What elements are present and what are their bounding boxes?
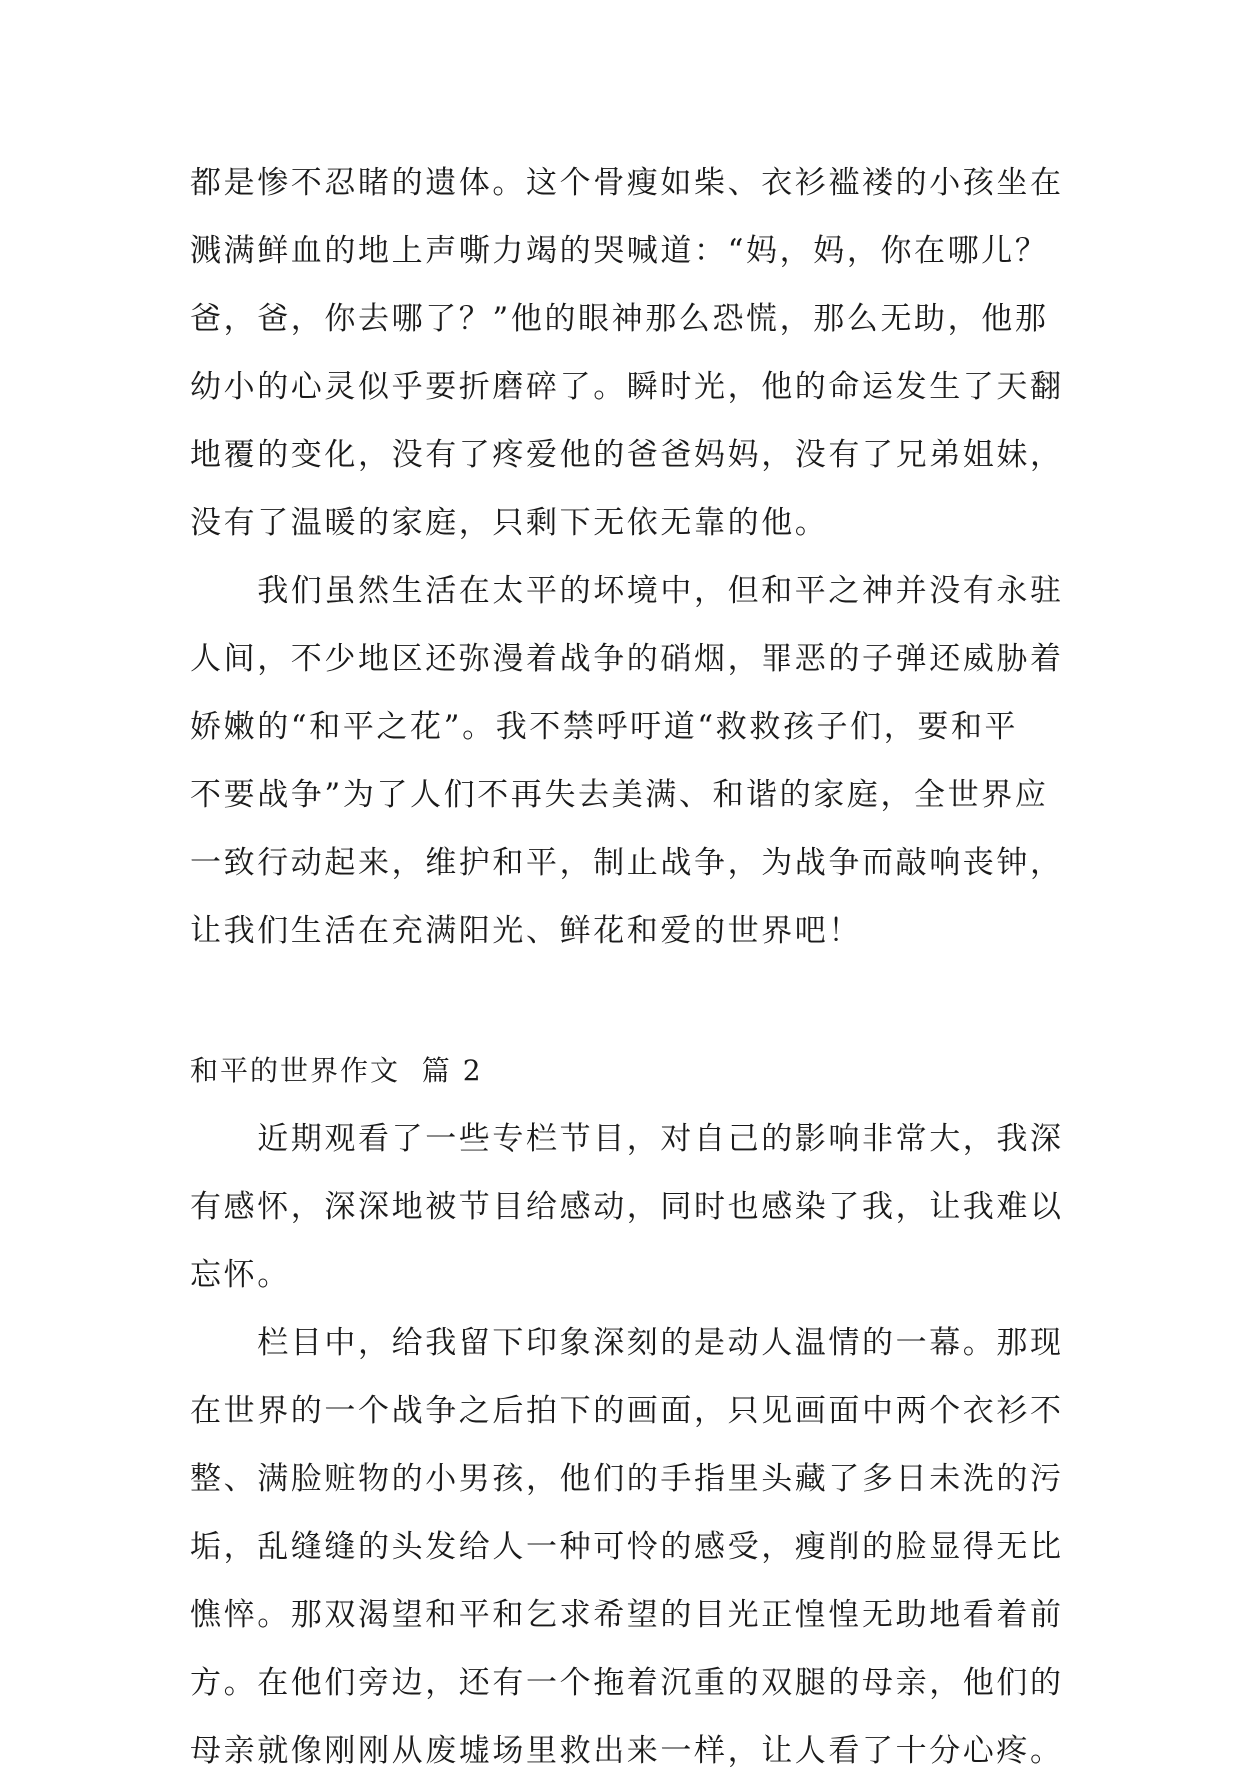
paragraph-line: 忘怀。 <box>190 1257 291 1293</box>
paragraph-line: 我们虽然生活在太平的坏境中，但和平之神并没有永驻 <box>190 573 1064 609</box>
paragraph-line: 母亲就像刚刚从废墟场里救出来一样，让人看了十分心疼。 <box>190 1733 1064 1769</box>
paragraph-line: 地覆的变化，没有了疼爱他的爸爸妈妈，没有了兄弟姐妹， <box>190 437 1064 473</box>
paragraph-line: 让我们生活在充满阳光、鲜花和爱的世界吧！ <box>190 913 862 949</box>
paragraph-line: 在世界的一个战争之后拍下的画面，只见画面中两个衣衫不 <box>190 1393 1064 1429</box>
paragraph-line: 没有了温暖的家庭，只剩下无依无靠的他。 <box>190 505 829 541</box>
paragraph-line: 整、满脸赃物的小男孩，他们的手指里头藏了多日未洗的污 <box>190 1461 1064 1497</box>
paragraph-line: 都是惨不忍睹的遗体。这个骨瘦如柴、衣衫褴褛的小孩坐在 <box>190 165 1064 201</box>
document-body <box>190 149 1070 1785</box>
paragraph-line: 一致行动起来，维护和平，制止战争，为战争而敲响丧钟， <box>190 845 1064 881</box>
paragraph-line: 溅满鲜血的地上声嘶力竭的哭喊道：“妈，妈，你在哪儿？ <box>190 233 1049 269</box>
paragraph-line: 幼小的心灵似乎要折磨碎了。瞬时光，他的命运发生了天翻 <box>190 369 1064 405</box>
paragraph-line: 娇嫩的“和平之花”。我不禁呼吁道“救救孩子们，要和平 <box>190 709 1019 745</box>
section-2 <box>190 1037 1070 1785</box>
section-heading: 和平的世界作文 篇 2 <box>190 1054 483 1087</box>
paragraph-line: 栏目中，给我留下印象深刻的是动人温情的一幕。那现 <box>190 1325 1064 1361</box>
paragraph-line: 有感怀，深深地被节目给感动，同时也感染了我，让我难以 <box>190 1189 1064 1225</box>
paragraph-line: 垢，乱缝缝的头发给人一种可怜的感受，瘦削的脸显得无比 <box>190 1529 1064 1565</box>
paragraph-line: 人间，不少地区还弥漫着战争的硝烟，罪恶的子弹还威胁着 <box>190 641 1064 677</box>
section-gap <box>190 965 1070 1037</box>
paragraph-line: 爸，爸，你去哪了？”他的眼神那么恐慌，那么无助，他那 <box>190 301 1049 337</box>
paragraph-line: 不要战争”为了人们不再失去美满、和谐的家庭，全世界应 <box>190 777 1049 813</box>
section-1 <box>190 149 1070 965</box>
paragraph-line: 方。在他们旁边，还有一个拖着沉重的双腿的母亲，他们的 <box>190 1665 1064 1701</box>
paragraph-line: 憔悴。那双渴望和平和乞求希望的目光正惶惶无助地看着前 <box>190 1597 1064 1633</box>
paragraph-line: 近期观看了一些专栏节目，对自己的影响非常大，我深 <box>190 1121 1064 1157</box>
